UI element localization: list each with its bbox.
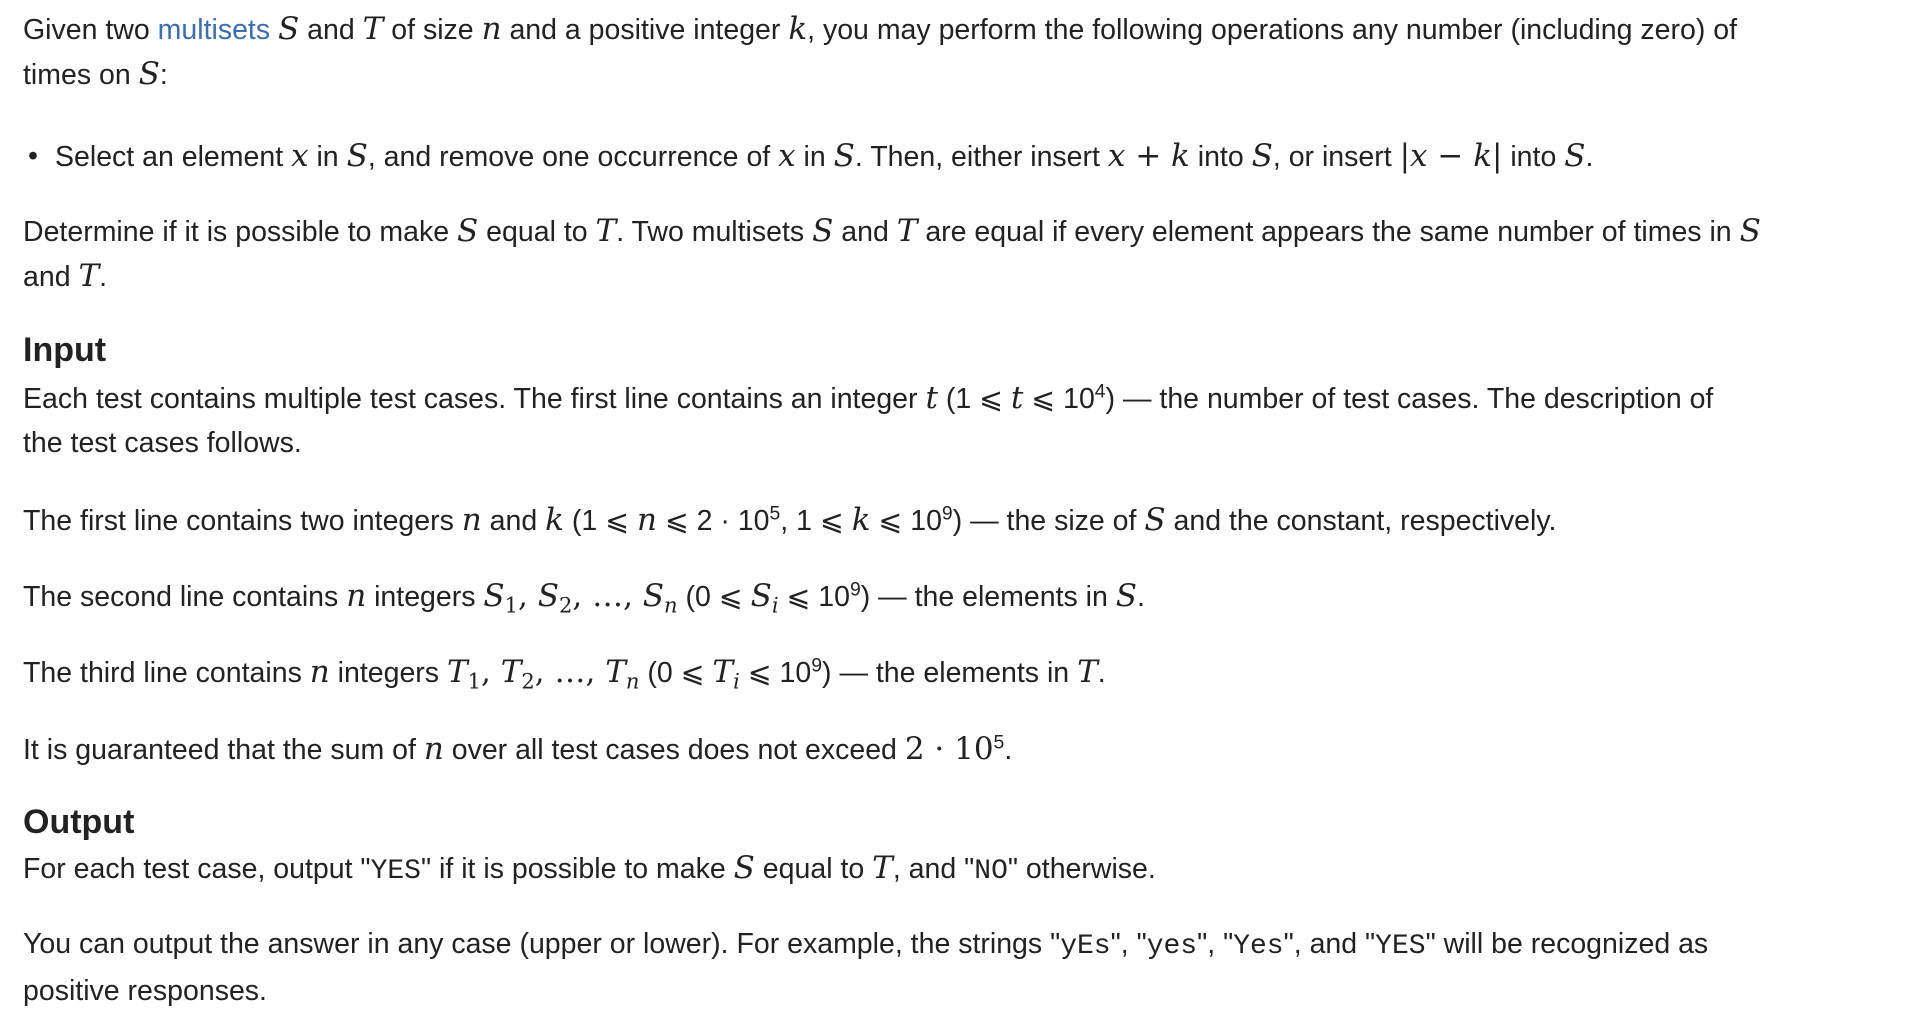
operation-bullet: • Select an element x in S, and remove one occurrence of x in S. Then, either insert x + k into S, or insert |x − k| into S.: [55, 134, 1593, 179]
input-sum-constraint: It is guaranteed that the sum of n over all test cases does not exceed $2 \cdot 10^5$.: [23, 731, 1013, 767]
input-n-k-line: The first line contains two integers n and k (1 ⩽ n ⩽ $2 \cdot 10^5$, 1 ⩽ k ⩽ $10^9$) — the size of S and the constant, respectively.: [23, 502, 1557, 538]
math-k: k: [788, 11, 808, 47]
multisets-link[interactable]: multisets: [157, 14, 271, 46]
math-n: n: [481, 11, 502, 47]
no-literal: NO: [974, 856, 1008, 887]
output-case-note: You can output the answer in any case (upper or lower). For example, the strings "yEs", "yes", "Yes", and "YES" will be recognized as positive responses.: [23, 928, 1709, 1007]
yes-literal: YES: [370, 856, 421, 887]
input-S-line: The second line contains n integers $S_1$, $S_2$, …, $S_n$ (0 ⩽ $S_i$ ⩽ $10^9$) — the elements in S.: [23, 578, 1145, 618]
math-x-plus-k: x + k: [1107, 138, 1190, 174]
math-abs-x-minus-k: |x − k|: [1399, 138, 1503, 174]
goal-paragraph: Determine if it is possible to make S equal to T. Two multisets S and T are equal if every element appears the same number of times in S and T.: [23, 213, 1761, 294]
input-T-line: The third line contains n integers $T_1$, $T_2$, …, $T_n$ (0 ⩽ $T_i$ ⩽ $10^9$) — the elements in T.: [23, 654, 1106, 694]
math-S: S: [278, 11, 300, 47]
bullet-dot-icon: •: [28, 140, 38, 172]
input-heading: Input: [23, 331, 107, 369]
output-format-line: For each test case, output "YES" if it is possible to make S equal to T, and "NO" otherwise.: [23, 850, 1156, 887]
output-heading: Output: [23, 803, 135, 841]
math-T: T: [362, 11, 384, 47]
intro-text: Given two: [23, 14, 158, 46]
input-test-count: Each test contains multiple test cases. The first line contains an integer t (1 ⩽ t ⩽ $10^4$) — the number of test cases. The description of the test cases follows.: [23, 380, 1714, 459]
intro-paragraph: Given two multisets S and T of size n and a positive integer k, you may perform the following operations any number (including zero) of times on S:: [23, 11, 1737, 92]
